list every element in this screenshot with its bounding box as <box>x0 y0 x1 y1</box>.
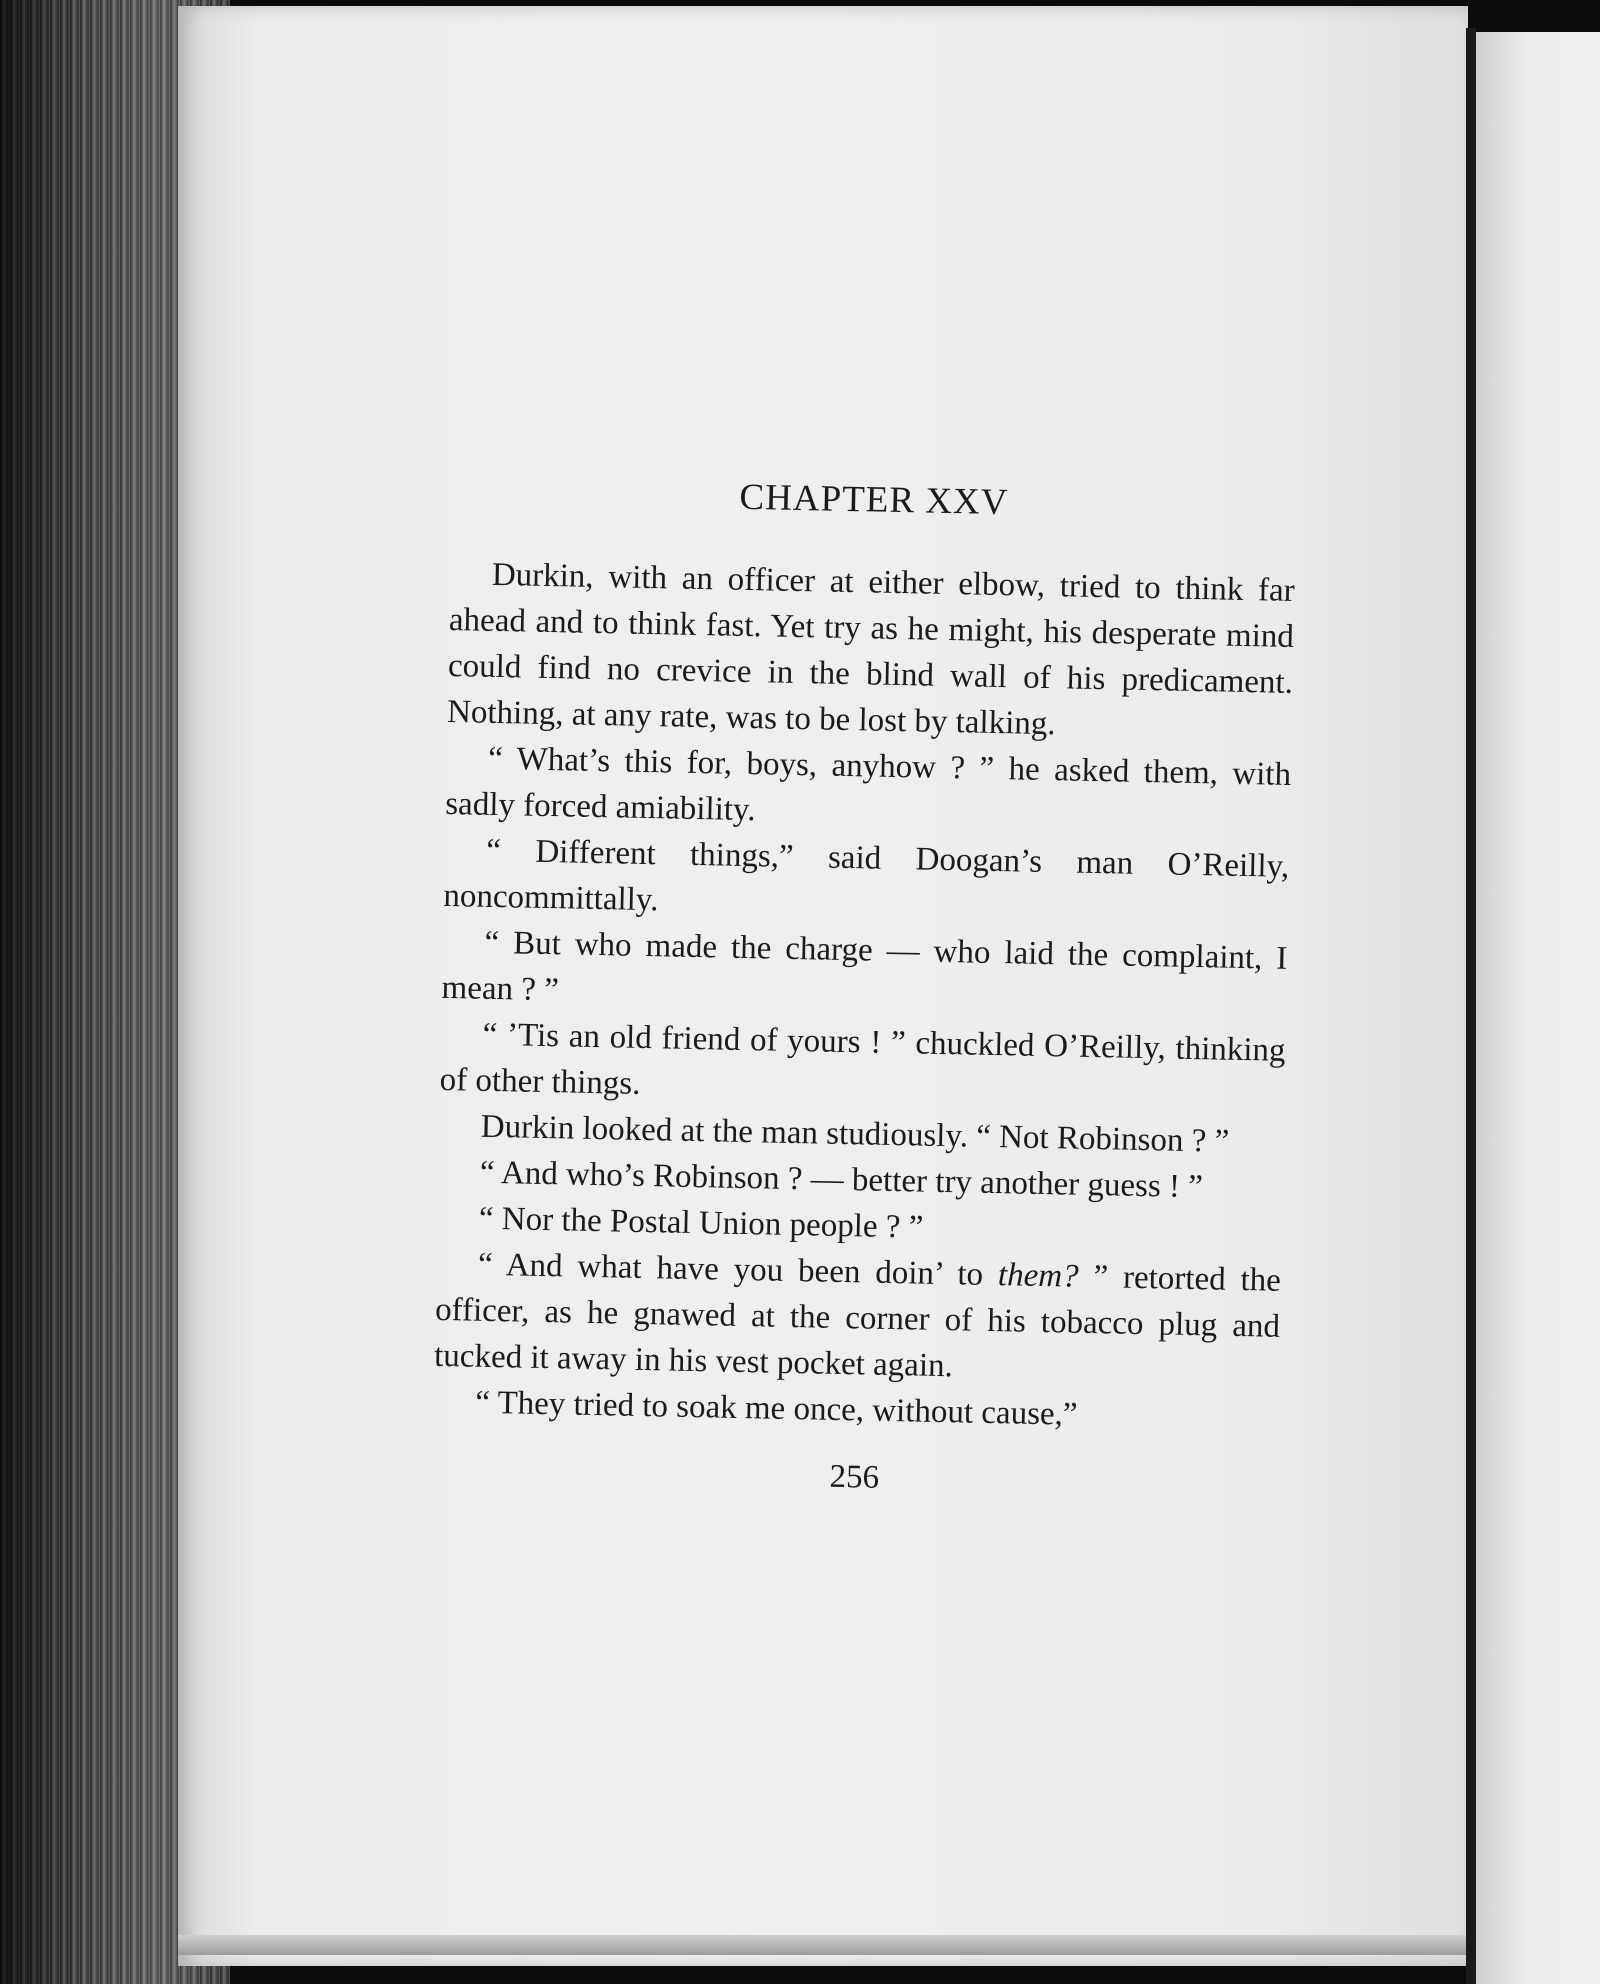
paragraph: “ Different things,” said Doogan’s man O’Reilly, noncommittally. <box>443 832 1290 919</box>
page-bottom-edge <box>178 1935 1468 1955</box>
chapter-title: CHAPTER XXV <box>739 476 1009 524</box>
paragraph: Durkin, with an officer at either elbow, tried to think far ahead and to think fast. Yet try as he might, his desperate mind could find no crevice in the blind wall of his predicament. Nothing, at any rate, was to be lost by talking. <box>446 556 1296 743</box>
paragraph: Durkin looked at the man studiously. “ Not Robinson ? ” <box>480 1108 1230 1160</box>
book-gutter <box>1466 28 1476 1984</box>
paragraph: “ What’s this for, boys, anyhow ? ” he asked them, with sadly forced amiability. <box>444 740 1292 829</box>
paragraph: “ Nor the Postal Union people ? ” <box>478 1200 924 1246</box>
paragraph: “ And what have you been doin’ to them? ” retorted the officer, as he gnawed at the corner of his tobacco plug and tucked it away in his vest pocket again. <box>433 1246 1282 1385</box>
paragraph: “ But who made the charge — who laid the complaint, I mean ? ” <box>441 924 1288 1009</box>
paragraph: “ And who’s Robinson ? — better try another guess ! ” <box>479 1154 1204 1206</box>
facing-page-edge <box>1476 32 1600 1984</box>
page-number: 256 <box>829 1458 880 1496</box>
page-text-block <box>432 470 1297 1505</box>
paragraph: “ They tried to soak me once, without cause,” <box>474 1384 1078 1433</box>
paragraph: “ ’Tis an old friend of yours ! ” chuckled O’Reilly, thinking of other things. <box>439 1016 1286 1102</box>
italic-emphasis: them? <box>997 1257 1079 1295</box>
